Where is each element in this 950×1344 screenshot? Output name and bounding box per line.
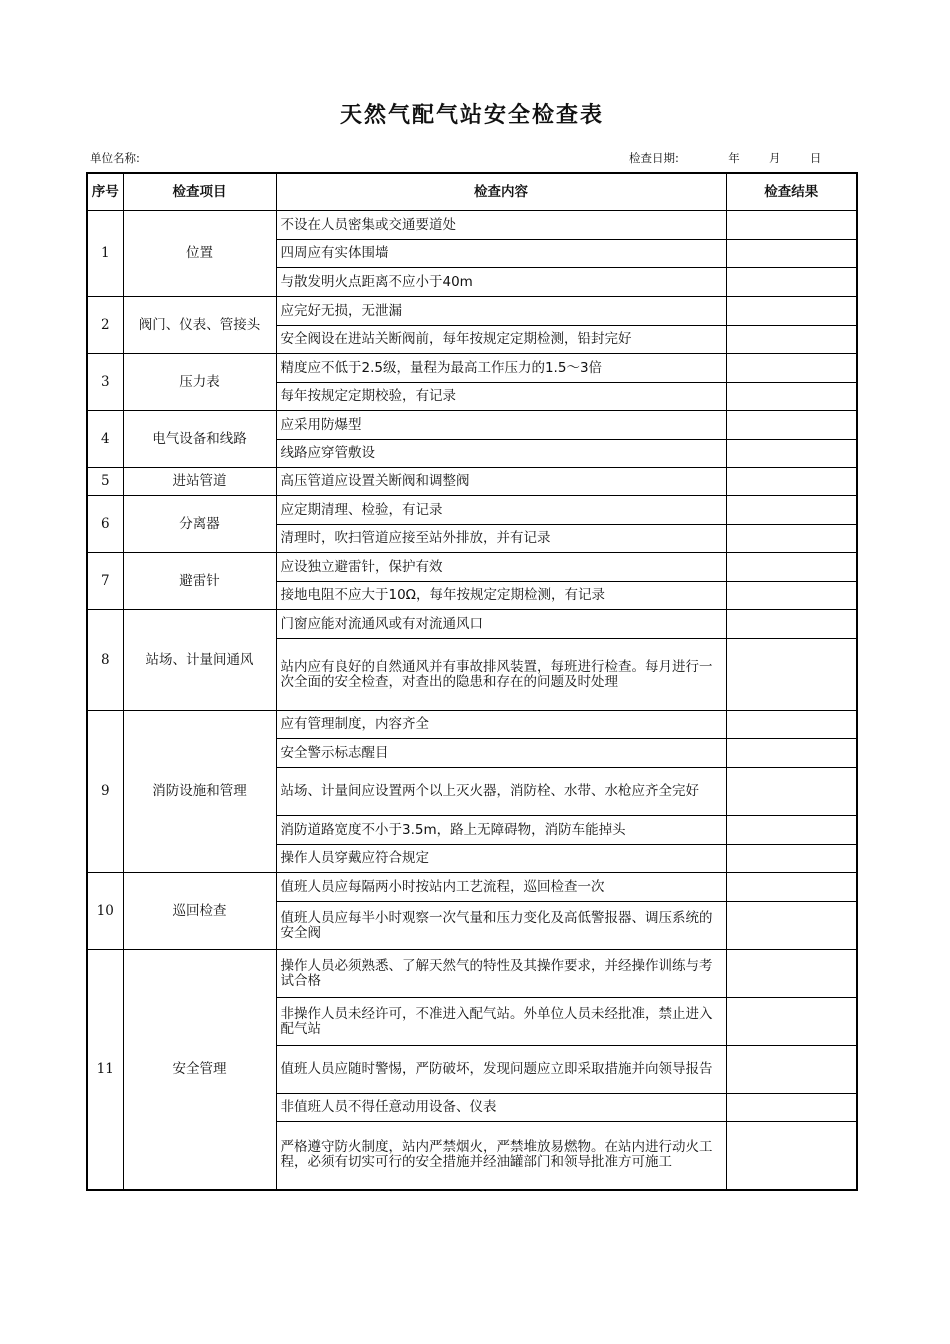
row-number: 9	[87, 711, 123, 873]
table-row	[87, 873, 857, 902]
check-content: 应完好无损，无泄漏	[276, 297, 726, 326]
check-content: 四周应有实体围墙	[276, 240, 726, 268]
column-header-no: 序号	[87, 173, 123, 211]
check-content: 与散发明火点距离不应小于40m	[276, 268, 726, 297]
table-row	[87, 411, 857, 440]
column-header-content: 检查内容	[276, 173, 726, 211]
row-number: 10	[87, 873, 123, 950]
table-row	[87, 354, 857, 383]
check-result-cell[interactable]	[726, 998, 857, 1046]
check-content: 安全阀设在进站关断阀前，每年按规定定期检测，铅封完好	[276, 326, 726, 354]
check-result-cell[interactable]	[726, 873, 857, 902]
check-content: 不设在人员密集或交通要道处	[276, 211, 726, 240]
check-content: 应采用防爆型	[276, 411, 726, 440]
check-result-cell[interactable]	[726, 211, 857, 240]
check-result-cell[interactable]	[726, 950, 857, 998]
check-item: 电气设备和线路	[123, 411, 276, 468]
row-number: 7	[87, 553, 123, 610]
row-number: 11	[87, 950, 123, 1190]
check-content: 值班人员应每隔两小时按站内工艺流程，巡回检查一次	[276, 873, 726, 902]
check-item: 消防设施和管理	[123, 711, 276, 873]
month-label: 月	[769, 151, 781, 165]
table-row	[87, 297, 857, 326]
check-result-cell[interactable]	[726, 354, 857, 383]
check-result-cell[interactable]	[726, 1122, 857, 1190]
table-row	[87, 950, 857, 998]
day-label: 日	[809, 151, 822, 165]
check-item: 巡回检查	[123, 873, 276, 950]
unit-name-label: 单位名称:	[90, 151, 140, 165]
check-result-cell[interactable]	[726, 297, 857, 326]
check-item: 阀门、仪表、管接头	[123, 297, 276, 354]
check-result-cell[interactable]	[726, 240, 857, 268]
table-row	[87, 496, 857, 525]
check-content: 应设独立避雷针，保护有效	[276, 553, 726, 582]
check-content: 消防道路宽度不小于3.5m，路上无障碍物，消防车能掉头	[276, 816, 726, 845]
column-header-result: 检查结果	[726, 173, 857, 211]
check-content: 站场、计量间应设置两个以上灭火器，消防栓、水带、水枪应齐全完好	[276, 768, 726, 816]
check-content: 值班人员应随时警惕，严防破坏，发现问题应立即采取措施并向领导报告	[276, 1046, 726, 1094]
check-item: 站场、计量间通风	[123, 610, 276, 711]
table-row	[87, 553, 857, 582]
check-result-cell[interactable]	[726, 468, 857, 496]
check-content: 精度应不低于2.5级，量程为最高工作压力的1.5～3倍	[276, 354, 726, 383]
date-label: 检查日期:	[629, 151, 679, 165]
row-number: 8	[87, 610, 123, 711]
check-result-cell[interactable]	[726, 440, 857, 468]
table-row	[87, 610, 857, 639]
check-content: 清理时，吹扫管道应接至站外排放，并有记录	[276, 525, 726, 553]
check-content: 门窗应能对流通风或有对流通风口	[276, 610, 726, 639]
check-content: 操作人员必须熟悉、了解天然气的特性及其操作要求，并经操作训练与考试合格	[276, 950, 726, 998]
row-number: 1	[87, 211, 123, 297]
check-content: 非值班人员不得任意动用设备、仪表	[276, 1094, 726, 1122]
check-item: 避雷针	[123, 553, 276, 610]
check-result-cell[interactable]	[726, 553, 857, 582]
table-row	[87, 711, 857, 739]
inspection-date	[629, 150, 821, 166]
check-result-cell[interactable]	[726, 525, 857, 553]
row-number: 6	[87, 496, 123, 553]
check-result-cell[interactable]	[726, 610, 857, 639]
check-item: 位置	[123, 211, 276, 297]
check-content: 值班人员应每半小时观察一次气量和压力变化及高低警报器、调压系统的安全阀	[276, 902, 726, 950]
check-result-cell[interactable]	[726, 383, 857, 411]
check-item: 分离器	[123, 496, 276, 553]
check-content: 非操作人员未经许可，不准进入配气站。外单位人员未经批准，禁止进入配气站	[276, 998, 726, 1046]
row-number: 5	[87, 468, 123, 496]
check-result-cell[interactable]	[726, 268, 857, 297]
check-result-cell[interactable]	[726, 582, 857, 610]
check-result-cell[interactable]	[726, 845, 857, 873]
check-content: 线路应穿管敷设	[276, 440, 726, 468]
check-result-cell[interactable]	[726, 639, 857, 711]
check-result-cell[interactable]	[726, 902, 857, 950]
check-content: 严格遵守防火制度，站内严禁烟火，严禁堆放易燃物。在站内进行动火工程，必须有切实可行的安全措施并经油罐部门和领导批准方可施工	[276, 1122, 726, 1190]
check-content: 站内应有良好的自然通风并有事故排风装置，每班进行检查。每月进行一次全面的安全检查，对查出的隐患和存在的问题及时处理	[276, 639, 726, 711]
table-header-row	[87, 173, 857, 211]
check-result-cell[interactable]	[726, 1046, 857, 1094]
check-content: 每年按规定定期校验，有记录	[276, 383, 726, 411]
check-result-cell[interactable]	[726, 326, 857, 354]
check-content: 应定期清理、检验，有记录	[276, 496, 726, 525]
table-body	[87, 211, 857, 1190]
check-content: 操作人员穿戴应符合规定	[276, 845, 726, 873]
check-result-cell[interactable]	[726, 411, 857, 440]
check-result-cell[interactable]	[726, 1094, 857, 1122]
page-title: 天然气配气站安全检查表	[339, 103, 604, 128]
check-content: 应有管理制度，内容齐全	[276, 711, 726, 739]
check-item: 进站管道	[123, 468, 276, 496]
check-content: 高压管道应设置关断阀和调整阀	[276, 468, 726, 496]
check-content: 安全警示标志醒目	[276, 739, 726, 768]
check-content: 接地电阻不应大于10Ω，每年按规定定期检测，有记录	[276, 582, 726, 610]
check-result-cell[interactable]	[726, 768, 857, 816]
table-row	[87, 468, 857, 496]
check-result-cell[interactable]	[726, 711, 857, 739]
table-row	[87, 211, 857, 240]
row-number: 3	[87, 354, 123, 411]
check-item: 压力表	[123, 354, 276, 411]
row-number: 2	[87, 297, 123, 354]
check-result-cell[interactable]	[726, 496, 857, 525]
row-number: 4	[87, 411, 123, 468]
year-label: 年	[728, 151, 740, 165]
check-result-cell[interactable]	[726, 816, 857, 845]
check-result-cell[interactable]	[726, 739, 857, 768]
check-item: 安全管理	[123, 950, 276, 1190]
inspection-table	[86, 172, 858, 1191]
column-header-item: 检查项目	[123, 173, 276, 211]
